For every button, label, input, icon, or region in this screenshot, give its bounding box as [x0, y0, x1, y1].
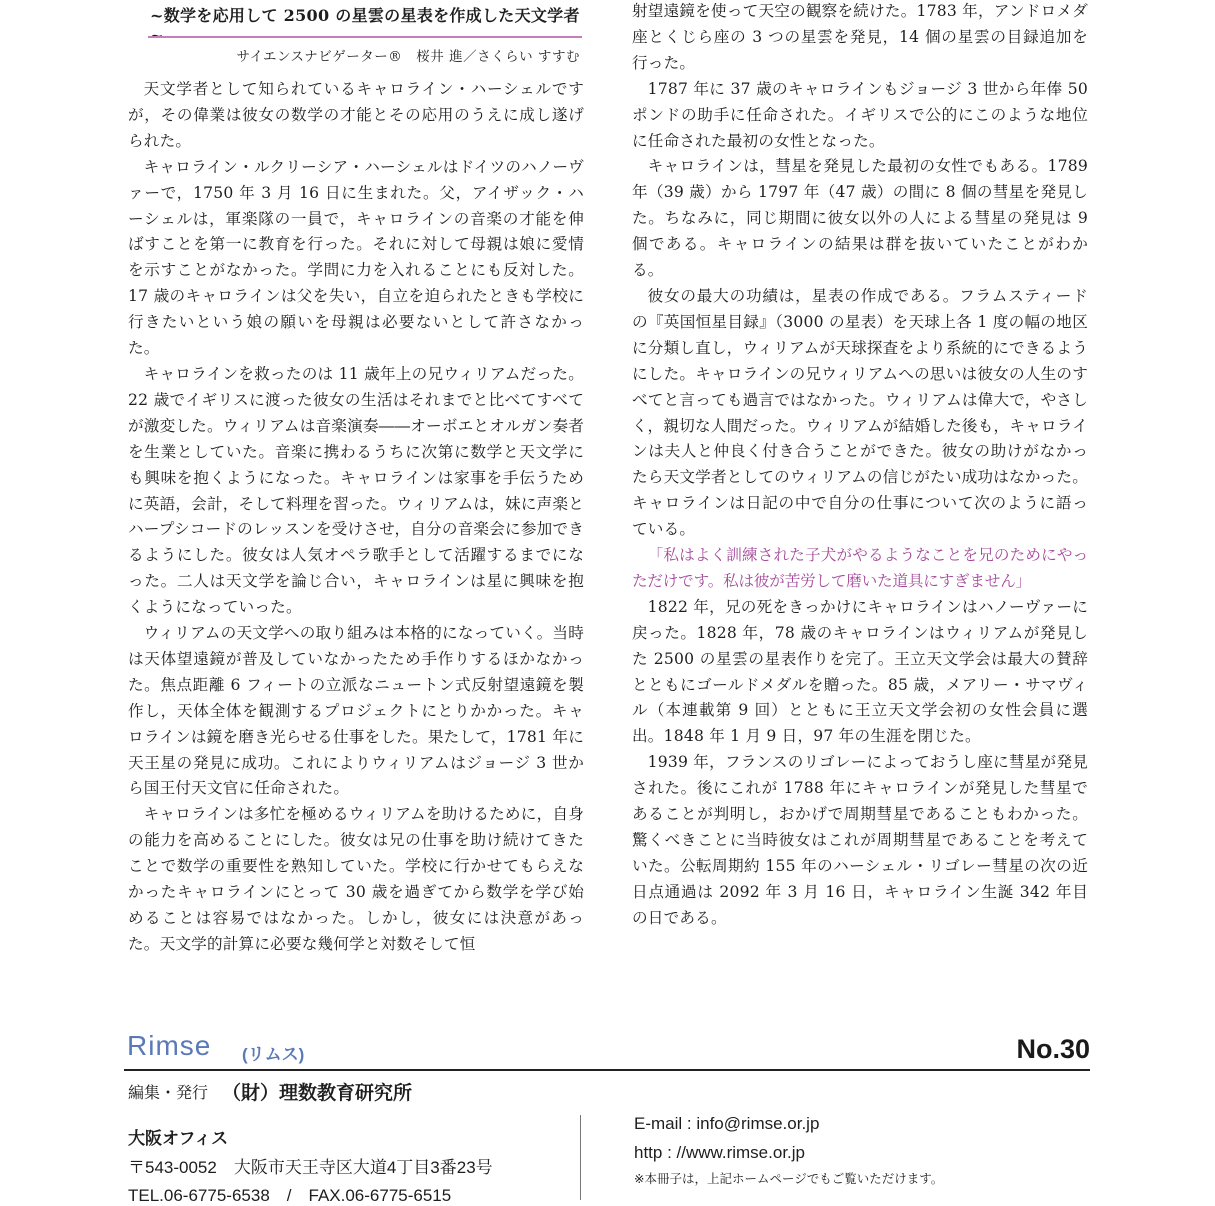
footer-column-divider: [580, 1115, 581, 1200]
publisher-name: （財）理数教育研究所: [222, 1083, 413, 1104]
paragraph: キャロラインは多忙を極めるウィリアムを助けるために，自身の能力を高めることにした。彼女は兄の仕事を助け続けてきたことで数学の重要性を熟知していた。学校に行かせてもらえなかったキャロラインにとって 30 歳を過ぎてから数学を学び始めることは容易ではなかった。しかし，彼女には決意があった。天文学的計算に必要な幾何学と対数そして恒: [128, 805, 584, 953]
paragraph-continuation: 射望遠鏡を使って天空の観察を続けた。1783 年，アンドロメダ座とくじら座の 3 つの星雲を発見，14 個の星雲の目録追加を行った。: [632, 2, 1088, 72]
paragraph: 1822 年，兄の死をきっかけにキャロラインはハノーヴァーに戻った。1828 年，78 歳のキャロラインはウィリアムが発見した 2500 の星雲の星表作りを完了。王立天文学会は最大の賛辞とともにゴールドメダルを贈った。85 歳，メアリー・サマヴィル（本連載第 9 回）とともに王立天文学会初の女性会員に選出。1848 年 1 月 9 日，97 年の生涯を閉じた。: [632, 597, 1088, 746]
paragraph: 1939 年，フランスのリゴレーによっておうし座に彗星が発見された。後にこれが 1788 年にキャロラインが発見した彗星であることが判明し，おかげで周期彗星であることもわかった。驚くべきことに当時彼女はこれが周期彗星であることを考えていた。公転周期約 155 年のハーシェル・リゴレー彗星の次の近日点通過は 2092 年 3 月 16 日，キャロライン生誕 342 年目の日である。: [632, 753, 1088, 927]
office-name: 大阪オフィス: [128, 1129, 229, 1148]
article-subtitle: ~数学を応用して 2500 の星雲の星表を作成した天文学者: [150, 6, 580, 25]
right-column: [632, 0, 1088, 932]
publisher-label: 編集・発行: [128, 1085, 209, 1102]
rimse-logo-reading: (リムス): [242, 1045, 305, 1064]
issue-number: No.30: [1016, 1034, 1090, 1064]
title-divider: [148, 36, 582, 38]
paragraph: キャロラインを救ったのは 11 歳年上の兄ウィリアムだった。22 歳でイギリスに渡った彼女の生活はそれまでと比べてすべてが激変した。ウィリアムは音楽演奏――オーボエとオルガン奏者を生業としていた。音楽に携わるうちに次第に数学と天文学にも興味を抱くようになった。キャロラインは家事を手伝うために英語，会計，そして料理を習った。ウィリアムは，妹に声楽とハープシコードのレッスンを受けさせ，自分の音楽会に参加できるようにした。彼女は人気オペラ歌手として活躍するまでになった。二人は天文学を論じ合い，キャロラインは星に興味を抱くようになっていった。: [128, 364, 584, 617]
left-column: [128, 77, 584, 958]
paragraph: 1787 年に 37 歳のキャロラインもジョージ 3 世から年俸 50 ポンドの助手に任命された。イギリスで公的にこのような地位に任命された最初の女性となった。: [632, 79, 1088, 150]
footer-divider-line: [124, 1069, 1090, 1071]
paragraph: キャロライン・ルクリーシア・ハーシェルはドイツのハノーヴァーで，1750 年 3 月 16 日に生まれた。父，アイザック・ハーシェルは，軍楽隊の一員で，キャロラインの音楽の才能を伸ばすことを第一に教育を行った。それに対して母親は娘に愛情を示すことがなかった。学問に力を入れることにも反対した。17 歳のキャロラインは父を失い，自立を迫られたときも学校に行きたいという娘の願いを母親は必要ないとして許さなかった。: [128, 157, 584, 358]
website-note: ※本冊子は，上記ホームページでもご覧いただけます。: [634, 1172, 944, 1186]
office-phone: TEL.06-6775-6538 / FAX.06-6775-6515: [128, 1186, 452, 1205]
paragraph: キャロラインは，彗星を発見した最初の女性でもある。1789 年（39 歳）から 1797 年（47 歳）の間に 8 個の彗星を発見した。ちなみに，同じ期間に彼女以外の人による彗星の発見は 9 個である。キャロラインの結果は群を抜いていたことがわかる。: [632, 157, 1088, 280]
website-link[interactable]: http : //www.rimse.or.jp: [634, 1143, 805, 1162]
diary-quote: 「私はよく訓練された子犬がやるようなことを兄のためにやっただけです。私は彼が苦労して磨いた道具にすぎません」: [632, 546, 1088, 590]
author-byline: サイエンスナビゲーター® 桜井 進／さくらい すすむ: [236, 49, 580, 65]
office-address: 〒543-0052 大阪市天王寺区大道4丁目3番23号: [128, 1158, 493, 1177]
paragraph: 天文学者として知られているキャロライン・ハーシェルですが，その偉業は彼女の数学の才能とその応用のうえに成し遂げられた。: [128, 80, 584, 150]
rimse-logo: Rimse: [127, 1030, 212, 1061]
paragraph: 彼女の最大の功績は，星表の作成である。フラムスティードの『英国恒星目録』（3000 の星表）を天球上各 1 度の幅の地区に分類し直し，ウィリアムが天球探査をより系統的にできるようにした。キャロラインの兄ウィリアムへの思いは彼女の人生のすべてと言っても過言ではなかった。ウィリアムは偉大で，やさしく，親切な人間だった。ウィリアムが結婚した後も，キャロラインは夫人と仲良く付き合うことができた。彼女の助けがなかったら天文学者としてのウィリアムの信じがたい成功はなかった。キャロラインは日記の中で自分の仕事について次のように語っている。: [632, 286, 1088, 539]
email-contact: E-mail : info@rimse.or.jp: [634, 1114, 820, 1133]
paragraph: ウィリアムの天文学への取り組みは本格的になっていく。当時は天体望遠鏡が普及していなかったため手作りするほかなかった。焦点距離 6 フィートの立派なニュートン式反射望遠鏡を製作し，天体全体を観測するプロジェクトにとりかかった。キャロラインは鏡を磨き光らせる仕事をした。果たして，1781 年に天王星の発見に成功。これによりウィリアムはジョージ 3 世から国王付天文官に任命された。: [128, 624, 584, 798]
